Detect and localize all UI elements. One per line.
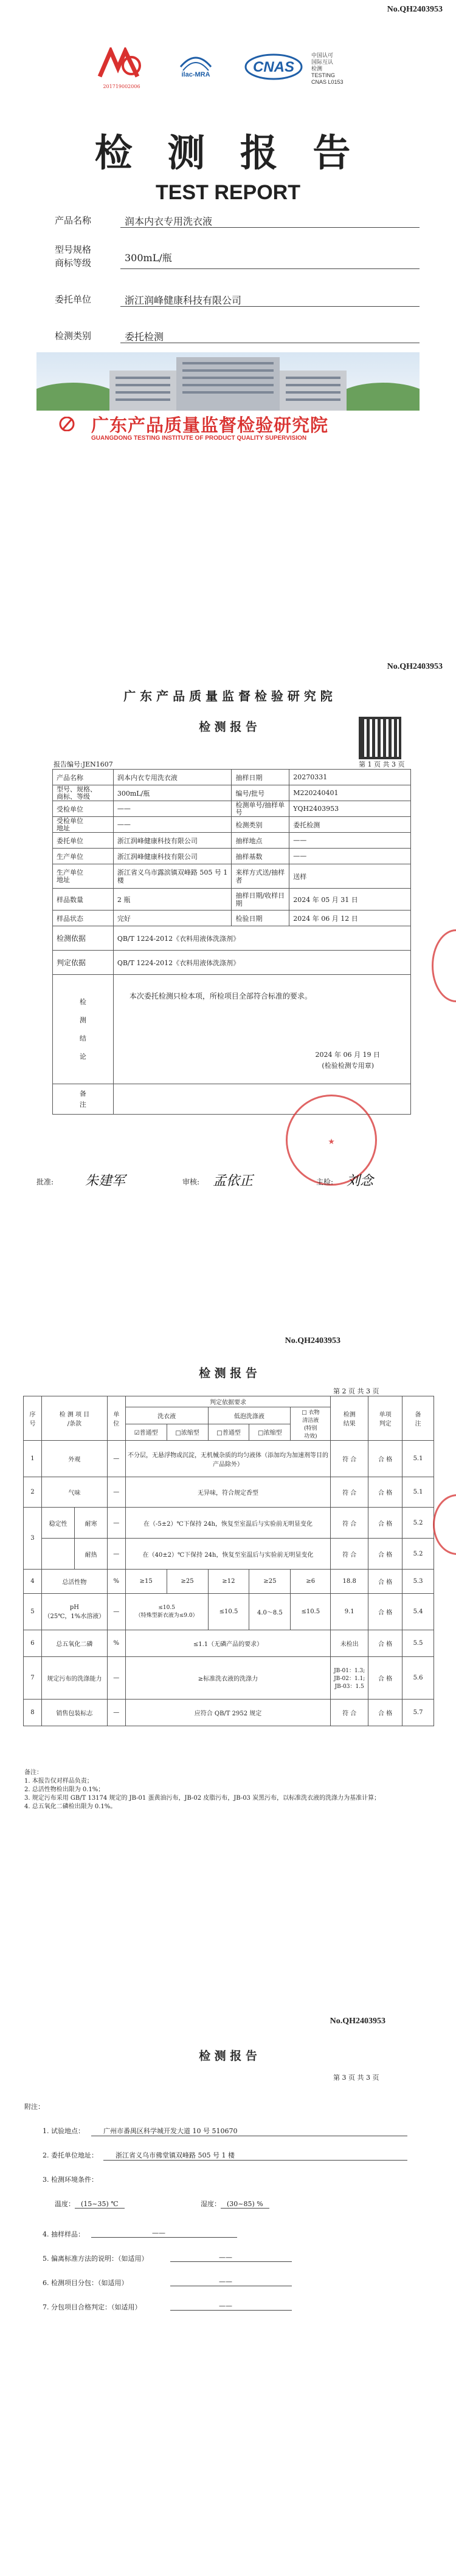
cma-code: 201719002006 bbox=[103, 84, 140, 89]
field-value: 委托检测 bbox=[125, 331, 164, 343]
list-item: 1. 试验地点： 广州市番禺区科学城开发大道 10 号 510670 bbox=[43, 2126, 407, 2136]
table-row: 受检单位 地址 —— 检测类别 委托检测 bbox=[53, 817, 411, 833]
institute-logo-icon bbox=[58, 417, 89, 431]
ilac-mra-logo bbox=[171, 49, 220, 85]
report-number: No.QH2403953 bbox=[387, 662, 443, 671]
list-item: 2. 委托单位地址： 浙江省义乌市佛堂镇双峰路 505 号 1 楼 bbox=[43, 2150, 407, 2160]
page-info: 第 2 页 共 3 页 bbox=[333, 1387, 379, 1395]
list-item: 湿度： (30~85) % bbox=[201, 2199, 322, 2209]
cma-logo bbox=[97, 47, 146, 89]
inspect-signature: 刘念 bbox=[347, 1174, 374, 1189]
report-code: 报告编号:JEN1607 bbox=[54, 760, 113, 768]
page2-notes: 备注： 1. 本报告仅对样品负责； 2. 总活性物检出限为 0.1%； 3. 规定污布采用 GB/T 13174 规定的 JB-01 蛋黄油污布，JB-02 皮脂污布，JB-03 炭黑污布，以标准洗衣液的洗涤力为基准计算； 4. 总五氧化二磷检出限为 0.1%。 bbox=[24, 1769, 381, 1810]
inspect-label: 主检: bbox=[316, 1178, 334, 1186]
page-info: 第 1 页 共 3 页 bbox=[359, 760, 405, 768]
table-row: 样品数量 2 瓶 抽样日期/收样日期 2024 年 05 月 31 日 bbox=[53, 889, 411, 910]
field-value: 润本内衣专用洗衣液 bbox=[125, 216, 213, 227]
cover-field-product bbox=[55, 200, 420, 231]
institute-name-en: GUANGDONG TESTING INSTITUTE OF PRODUCT QUALITY SUPERVISION bbox=[91, 435, 307, 442]
list-item: 5. 偏离标准方法的说明：（如适用） —— bbox=[43, 2253, 407, 2263]
table-row: 样品状态 完好 检验日期 2024 年 06 月 12 日 bbox=[53, 910, 411, 926]
conclusion-row: 检 测 结 论 本次委托检测只检本项，所检项目全部符合标准的要求。 2024 年 06 月 19 日 (检验检测专用章) bbox=[53, 975, 411, 1084]
conclusion-text: 本次委托检测只检本项，所检项目全部符合标准的要求。 bbox=[129, 992, 312, 1000]
approve-label: 批准: bbox=[36, 1178, 54, 1186]
field-label: 委托单位 bbox=[55, 294, 92, 305]
field-label: 型号规格 商标等级 bbox=[55, 244, 92, 268]
table-row: 2 气味 — 无异味，符合规定香型 符 合 合 格 5.1 bbox=[24, 1477, 434, 1508]
signature-row bbox=[36, 1169, 426, 1194]
report-page-3 bbox=[0, 2017, 456, 2551]
list-item: 7. 分包项目合格判定：（如适用） —— bbox=[43, 2302, 407, 2312]
institute-name-cn: 广东产品质量监督检验研究院 bbox=[91, 415, 329, 436]
cover-field-category bbox=[55, 316, 420, 346]
report-number: No.QH2403953 bbox=[330, 2017, 385, 2026]
table-row: 委托单位 浙江润峰健康科技有限公司 抽样地点 —— bbox=[53, 833, 411, 849]
report-page-1 bbox=[0, 662, 456, 1189]
stability-label: 稳定性 bbox=[49, 1520, 67, 1528]
cover-title: 检 测 报 告 bbox=[94, 131, 362, 175]
table-row: 型号、规格、 商标、等级 300mL/瓶 编号/批号 M220240401 bbox=[53, 785, 411, 801]
review-label: 审核: bbox=[182, 1178, 200, 1186]
report-number: No.QH2403953 bbox=[387, 5, 443, 14]
table-row: 产品名称 润本内衣专用洗衣液 抽样日期 20270331 bbox=[53, 770, 411, 785]
list-item: 3. 检测环境条件： bbox=[43, 2176, 98, 2184]
edge-seal bbox=[432, 929, 456, 1002]
cover-page bbox=[0, 0, 456, 436]
results-table bbox=[23, 1396, 434, 1726]
field-value: 浙江润峰健康科技有限公司 bbox=[125, 295, 242, 306]
svg-text:CNAS: CNAS bbox=[252, 59, 295, 75]
page-title: 检 测 报 告 bbox=[199, 1367, 257, 1380]
appendix-heading: 附注： bbox=[24, 2103, 44, 2111]
table-row: 8 销售包装标志 — 应符合 QB/T 2952 规定 符 合 合 格 5.7 bbox=[24, 1700, 434, 1726]
table-row: 5 pH （25℃，1%水溶液） — ≤10.5 （特殊型新衣液为≤9.0） ≤10.5 4.0～8.5 ≤10.5 9.1 合 格 5.4 bbox=[24, 1594, 434, 1630]
list-item: 6. 检测项目分包：（如适用） —— bbox=[43, 2278, 407, 2287]
table-row: 耐热 — 在（40±2）℃下保持 24h，恢复至室温后与实验前无明显变化 符 合 合 格 5.2 bbox=[24, 1539, 434, 1570]
table-row: 受检单位 —— 检测单号/抽样单号 YQH2403953 bbox=[53, 801, 411, 817]
stamp-date: 2024 年 06 月 19 日 bbox=[315, 1051, 380, 1059]
table-row: 生产单位 地址 浙江省义乌市露滨镇双峰路 505 号 1 楼 来样方式送/抽样者 送样 bbox=[53, 864, 411, 889]
judge-row: 判定依据 QB/T 1224-2012《衣料用液体洗涤剂》 bbox=[53, 951, 411, 975]
remark-row: 备 注 bbox=[53, 1084, 411, 1115]
report-number: No.QH2403953 bbox=[285, 1336, 340, 1345]
field-label: 检测类别 bbox=[55, 330, 92, 341]
table-row: 1 外观 — 不分层，无悬浮物或沉淀，无机械杂质的均匀液体（添加均为加速剂等目的产品除外） 符 合 合 格 5.1 bbox=[24, 1441, 434, 1477]
institute-building-image bbox=[36, 352, 420, 411]
stamp-label: (检验检测专用章) bbox=[322, 1062, 374, 1070]
table-header-row: 序 号 检 测 项 目 /条款 单 位 判定依据要求 检测 结果 单项 判定 备 注 bbox=[24, 1396, 434, 1407]
list-item: 4. 抽样样品： —— bbox=[43, 2229, 407, 2239]
page-info: 第 3 页 共 3 页 bbox=[333, 2074, 379, 2082]
page-title: 检 测 报 告 bbox=[199, 720, 257, 734]
list-item: 温度： (15~35) ℃ bbox=[55, 2199, 176, 2209]
qr-code bbox=[359, 717, 401, 759]
field-label: 产品名称 bbox=[55, 215, 92, 226]
cover-field-model bbox=[55, 238, 420, 275]
cnas-logo bbox=[243, 52, 304, 81]
table-row: 3 稳定性 耐寒 — 在（-5±2）℃下保持 24h，恢复至室温后与实验前无明显变化 符 合 合 格 5.2 bbox=[24, 1508, 434, 1539]
report-page-2 bbox=[0, 1336, 456, 1834]
cover-title-en: TEST REPORT bbox=[155, 181, 301, 204]
table-header-row: ☑普通型 □浓缩型 □普通型 □浓缩型 bbox=[24, 1424, 434, 1441]
field-value: 300mL/瓶 bbox=[125, 252, 172, 264]
info-table bbox=[52, 769, 411, 1115]
basis-row: 检测依据 QB/T 1224-2012《衣料用液体洗涤剂》 bbox=[53, 926, 411, 951]
edge-seal bbox=[433, 1494, 456, 1555]
svg-text:ilac-MRA: ilac-MRA bbox=[181, 71, 210, 78]
page-title: 检 测 报 告 bbox=[199, 2049, 257, 2063]
institute-heading: 广 东 产 品 质 量 监 督 检 验 研 究 院 bbox=[123, 689, 333, 703]
table-row: 生产单位 浙江润峰健康科技有限公司 抽样基数 —— bbox=[53, 849, 411, 864]
review-signature: 孟依正 bbox=[213, 1174, 254, 1189]
cover-field-client bbox=[55, 279, 420, 310]
table-header-row: 洗衣液 低泡洗涤液 □ 衣物 清洁液 (特别 功效) bbox=[24, 1407, 434, 1424]
cnas-accreditation-text: 中国认可 国际互认 检测 TESTING CNAS L0153 bbox=[311, 52, 344, 85]
approve-signature: 朱建军 bbox=[85, 1174, 126, 1189]
table-row: 4 总活性物 % ≥15 ≥25 ≥12 ≥25 ≥6 18.8 合 格 5.3 bbox=[24, 1570, 434, 1594]
official-seal: ★ bbox=[286, 1095, 377, 1186]
table-row: 7 规定污布的洗涤能力 — ≥标准洗衣液的洗涤力 JB-01：1.3; JB-02：1.1; JB-03：1.5 合 格 5.6 bbox=[24, 1657, 434, 1700]
table-row: 6 总五氧化二磷 % ≤1.1（无磷产品的要求） 未检出 合 格 5.5 bbox=[24, 1630, 434, 1657]
